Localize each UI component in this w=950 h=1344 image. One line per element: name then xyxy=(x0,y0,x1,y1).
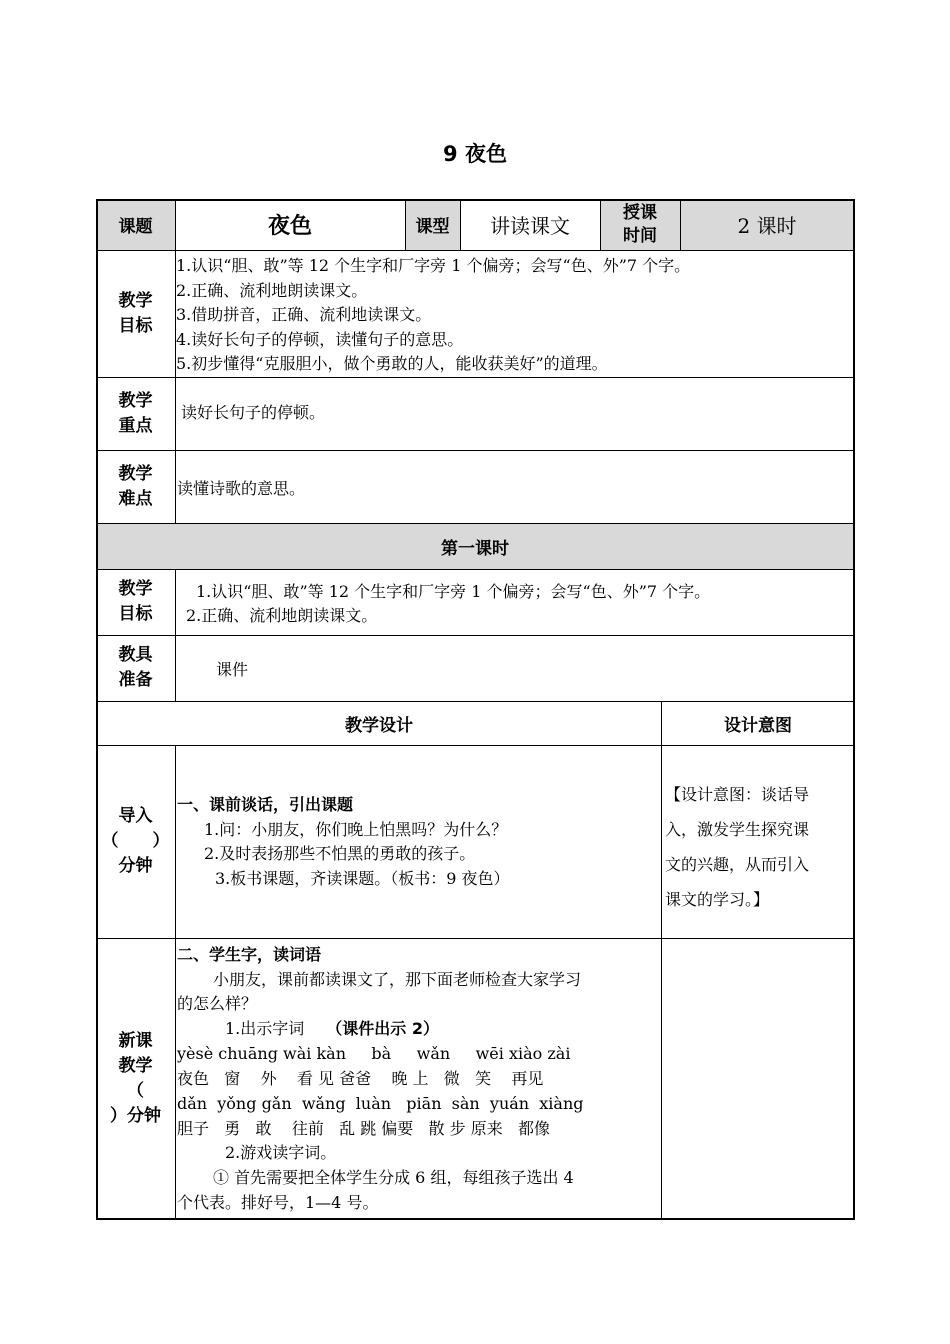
goal-item: 5.初步懂得“克服胆小，做个勇敢的人，能收获美好”的道理。 xyxy=(176,354,608,374)
border xyxy=(175,199,176,523)
lesson1-goals-2 xyxy=(186,604,377,629)
new-lesson-heading: 二、学生字，读词语 xyxy=(177,945,322,964)
goals-label: 教学 目标 xyxy=(118,290,153,336)
key-points-text: 读好长句子的停顿。 xyxy=(181,403,326,422)
border xyxy=(96,250,854,251)
border xyxy=(96,450,854,451)
border xyxy=(96,199,854,201)
border xyxy=(405,199,406,250)
new-lesson-content xyxy=(177,943,661,1215)
pinyin-row: dǎn yǒng gǎn wǎng luàn piān sàn yuán xiàng xyxy=(177,1094,584,1114)
goal-item: 1.认识“胆、敢”等 12 个生字和厂字旁 1 个偏旁；会写“色、外”7 个字。 xyxy=(176,256,691,275)
border xyxy=(175,569,176,701)
intent-column-header: 设计意图 xyxy=(724,715,792,736)
key-points-label: 教学 重点 xyxy=(118,390,153,436)
border xyxy=(96,938,854,939)
intro-step: 3.板书课题，齐读课题。（板书：9 夜色） xyxy=(215,868,510,888)
page-title: 9 夜色 xyxy=(443,142,507,166)
hours-label: 授课 时间 xyxy=(600,199,680,250)
border xyxy=(96,745,854,746)
goal-item: 4.读好长句子的停顿，读懂句子的意思。 xyxy=(176,329,464,349)
hours-value: 2 课时 xyxy=(680,199,854,250)
intro-heading: 一、课前谈话，引出课题 xyxy=(177,795,354,814)
type-label: 课型 xyxy=(405,199,460,250)
step-line: ① 首先需要把全体学生分成 6 组，每组孩子选出 4 xyxy=(213,1167,574,1187)
border xyxy=(661,701,662,1219)
intro-label: 导入 （ ） 分钟 xyxy=(101,806,170,876)
new-lesson-label: 新课 教学 （ ）分钟 xyxy=(110,1030,161,1126)
tools-text: 课件 xyxy=(216,660,249,679)
border xyxy=(96,1218,854,1220)
paragraph: 的怎么样？ xyxy=(177,994,258,1014)
design-column-header: 教学设计 xyxy=(345,715,413,736)
border xyxy=(460,199,461,250)
lesson1-goals xyxy=(196,580,710,605)
word-row: 胆子 勇 敢 往前 乱 跳 偏要 散 步 原来 都像 xyxy=(177,1119,550,1139)
tools-label: 教具 准备 xyxy=(118,645,153,690)
intro-intent: 【设计意图：谈话导 入，激发学生探究课 文的兴趣，从而引入 课文的学习。】 xyxy=(665,785,810,909)
difficult-points-label: 教学 难点 xyxy=(118,463,153,509)
paragraph: 小朋友，课前都读课文了，那下面老师检查大家学习 xyxy=(213,969,582,989)
intro-step: 2.及时表扬那些不怕黑的勇敢的孩子。 xyxy=(204,844,476,864)
step-line: 1.出示字词 （课件出示 2） xyxy=(225,1018,439,1038)
border xyxy=(96,569,854,570)
border xyxy=(96,377,854,378)
goal-item: 2.正确、流利地朗读课文。 xyxy=(176,280,368,300)
type-value: 讲读课文 xyxy=(490,214,570,238)
border xyxy=(853,199,855,1220)
topic-label: 课题 xyxy=(96,199,175,250)
goals-list xyxy=(176,254,852,377)
intro-step: 1.问：小朋友，你们晚上怕黑吗？为什么？ xyxy=(204,819,508,839)
border xyxy=(96,635,854,636)
border xyxy=(680,199,681,250)
lesson1-goal-item: 2.正确、流利地朗读课文。 xyxy=(186,606,378,625)
step-line: 个代表。排好号，1—4 号。 xyxy=(177,1192,379,1212)
border xyxy=(96,701,854,702)
border xyxy=(175,745,176,1219)
intro-content xyxy=(177,793,661,891)
lesson1-title: 第一课时 xyxy=(96,523,854,569)
goal-item: 3.借助拼音，正确、流利地读课文。 xyxy=(176,305,432,325)
step-line: 2.游戏读字词。 xyxy=(225,1143,337,1163)
lesson1-goals-label: 教学 目标 xyxy=(118,579,153,624)
border xyxy=(96,523,854,524)
word-row: 夜色 窗 外 看 见 爸爸 晚 上 微 笑 再见 xyxy=(177,1069,544,1089)
difficult-points-text: 读懂诗歌的意思。 xyxy=(177,479,306,498)
lesson1-goal-item: 1.认识“胆、敢”等 12 个生字和厂字旁 1 个偏旁；会写“色、外”7 个字。 xyxy=(196,582,711,601)
topic-value: 夜色 xyxy=(267,214,312,239)
pinyin-row: yèsè chuāng wài kàn bà wǎn wēi xiào zài xyxy=(177,1044,571,1064)
border xyxy=(96,199,98,1220)
border xyxy=(600,199,601,250)
